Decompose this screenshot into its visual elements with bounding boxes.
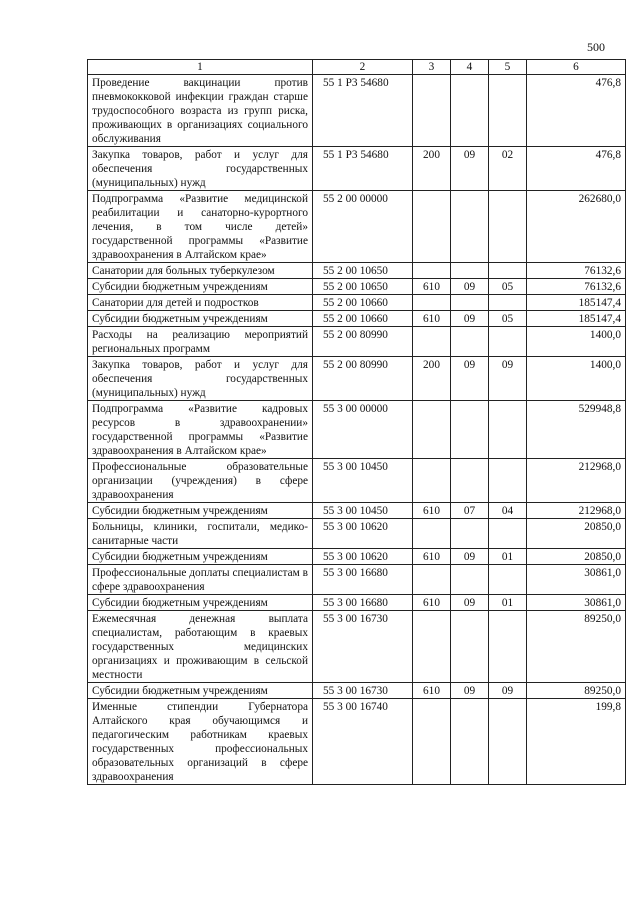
row-col3-cell bbox=[413, 263, 451, 279]
row-amount-cell: 199,8 bbox=[527, 699, 626, 785]
row-code-cell: 55 2 00 10650 bbox=[313, 263, 413, 279]
row-code-cell: 55 2 00 80990 bbox=[313, 357, 413, 401]
header-cell-3: 3 bbox=[413, 60, 451, 75]
row-col3-cell bbox=[413, 519, 451, 549]
row-col5-cell: 04 bbox=[489, 503, 527, 519]
row-col4-cell: 09 bbox=[451, 311, 489, 327]
table-row bbox=[88, 549, 626, 565]
row-col5-cell: 01 bbox=[489, 549, 527, 565]
row-col5-cell: 09 bbox=[489, 683, 527, 699]
row-col5-cell bbox=[489, 699, 527, 785]
row-name-cell: Субсидии бюджетным учреждениям bbox=[88, 595, 313, 611]
page-number: 500 bbox=[587, 40, 605, 54]
row-col5-cell bbox=[489, 401, 527, 459]
row-amount-cell: 185147,4 bbox=[527, 311, 626, 327]
row-amount-cell: 1400,0 bbox=[527, 327, 626, 357]
header-cell-2: 2 bbox=[313, 60, 413, 75]
row-col3-cell bbox=[413, 401, 451, 459]
row-col5-cell: 09 bbox=[489, 357, 527, 401]
table-row bbox=[88, 503, 626, 519]
row-name-cell: Субсидии бюджетным учреждениям bbox=[88, 549, 313, 565]
table-row bbox=[88, 147, 626, 191]
row-name-cell: Больницы, клиники, госпитали, медико-санитарные части bbox=[88, 519, 313, 549]
row-col4-cell: 09 bbox=[451, 549, 489, 565]
row-amount-cell: 185147,4 bbox=[527, 295, 626, 311]
row-col5-cell: 05 bbox=[489, 311, 527, 327]
row-name-cell: Закупка товаров, работ и услуг для обеспечения государственных (муниципальных) нужд bbox=[88, 357, 313, 401]
row-col4-cell bbox=[451, 459, 489, 503]
row-col4-cell: 07 bbox=[451, 503, 489, 519]
row-name-cell: Ежемесячная денежная выплата специалистам, работающим в краевых государственных медицинских организациях и проживающим в сельской местности bbox=[88, 611, 313, 683]
row-name-cell: Расходы на реализацию мероприятий региональных программ bbox=[88, 327, 313, 357]
row-code-cell: 55 1 P3 54680 bbox=[313, 75, 413, 147]
table-row bbox=[88, 519, 626, 549]
row-col3-cell: 610 bbox=[413, 311, 451, 327]
row-col4-cell: 09 bbox=[451, 357, 489, 401]
row-code-cell: 55 3 00 16680 bbox=[313, 565, 413, 595]
row-col4-cell: 09 bbox=[451, 683, 489, 699]
row-name-cell: Именные стипендии Губернатора Алтайского края обучающимся и педагогическим работникам краевых государственных профессиональных образовательных организаций в сфере здравоохранения bbox=[88, 699, 313, 785]
row-col3-cell bbox=[413, 459, 451, 503]
row-col5-cell bbox=[489, 565, 527, 595]
budget-table bbox=[87, 59, 626, 785]
row-col4-cell bbox=[451, 75, 489, 147]
row-col3-cell: 200 bbox=[413, 357, 451, 401]
table-row bbox=[88, 295, 626, 311]
row-col3-cell: 200 bbox=[413, 147, 451, 191]
header-cell-5: 5 bbox=[489, 60, 527, 75]
row-code-cell: 55 3 00 10620 bbox=[313, 549, 413, 565]
table-row bbox=[88, 595, 626, 611]
row-amount-cell: 476,8 bbox=[527, 147, 626, 191]
row-name-cell: Проведение вакцинации против пневмококковой инфекции граждан старше трудоспособного возраста из групп риска, проживающих в организациях социального обслуживания bbox=[88, 75, 313, 147]
row-amount-cell: 89250,0 bbox=[527, 683, 626, 699]
row-amount-cell: 76132,6 bbox=[527, 279, 626, 295]
row-name-cell: Субсидии бюджетным учреждениям bbox=[88, 683, 313, 699]
row-col3-cell: 610 bbox=[413, 503, 451, 519]
row-col5-cell: 05 bbox=[489, 279, 527, 295]
row-col3-cell bbox=[413, 295, 451, 311]
table-row bbox=[88, 357, 626, 401]
row-col4-cell bbox=[451, 401, 489, 459]
row-name-cell: Санатории для больных туберкулезом bbox=[88, 263, 313, 279]
row-col4-cell bbox=[451, 327, 489, 357]
row-col4-cell: 09 bbox=[451, 147, 489, 191]
row-code-cell: 55 2 00 10660 bbox=[313, 311, 413, 327]
table-row bbox=[88, 611, 626, 683]
row-col3-cell bbox=[413, 699, 451, 785]
row-code-cell: 55 2 00 00000 bbox=[313, 191, 413, 263]
row-col3-cell: 610 bbox=[413, 549, 451, 565]
row-name-cell: Закупка товаров, работ и услуг для обеспечения государственных (муниципальных) нужд bbox=[88, 147, 313, 191]
row-col3-cell: 610 bbox=[413, 595, 451, 611]
row-col5-cell bbox=[489, 263, 527, 279]
row-code-cell: 55 3 00 16740 bbox=[313, 699, 413, 785]
row-code-cell: 55 2 00 80990 bbox=[313, 327, 413, 357]
row-name-cell: Профессиональные образовательные организации (учреждения) в сфере здравоохранения bbox=[88, 459, 313, 503]
table-row bbox=[88, 279, 626, 295]
row-amount-cell: 1400,0 bbox=[527, 357, 626, 401]
row-amount-cell: 30861,0 bbox=[527, 595, 626, 611]
row-code-cell: 55 1 P3 54680 bbox=[313, 147, 413, 191]
row-code-cell: 55 3 00 16730 bbox=[313, 611, 413, 683]
row-code-cell: 55 3 00 16680 bbox=[313, 595, 413, 611]
row-code-cell: 55 3 00 16730 bbox=[313, 683, 413, 699]
row-col4-cell bbox=[451, 565, 489, 595]
row-col4-cell bbox=[451, 191, 489, 263]
row-amount-cell: 20850,0 bbox=[527, 549, 626, 565]
table-row bbox=[88, 565, 626, 595]
table-row bbox=[88, 191, 626, 263]
table-row bbox=[88, 699, 626, 785]
row-name-cell: Подпрограмма «Развитие кадровых ресурсов в здравоохранении» государственной программы «Развитие здравоохранения в Алтайском крае» bbox=[88, 401, 313, 459]
row-amount-cell: 89250,0 bbox=[527, 611, 626, 683]
row-col5-cell bbox=[489, 327, 527, 357]
row-col5-cell: 02 bbox=[489, 147, 527, 191]
row-name-cell: Профессиональные доплаты специалистам в сфере здравоохранения bbox=[88, 565, 313, 595]
row-amount-cell: 212968,0 bbox=[527, 459, 626, 503]
header-row bbox=[88, 60, 626, 75]
row-code-cell: 55 3 00 10450 bbox=[313, 459, 413, 503]
row-col4-cell bbox=[451, 699, 489, 785]
row-name-cell: Санатории для детей и подростков bbox=[88, 295, 313, 311]
row-amount-cell: 529948,8 bbox=[527, 401, 626, 459]
header-cell-1: 1 bbox=[88, 60, 313, 75]
row-amount-cell: 476,8 bbox=[527, 75, 626, 147]
row-col4-cell bbox=[451, 611, 489, 683]
row-col4-cell: 09 bbox=[451, 279, 489, 295]
row-amount-cell: 30861,0 bbox=[527, 565, 626, 595]
row-amount-cell: 20850,0 bbox=[527, 519, 626, 549]
row-col5-cell bbox=[489, 611, 527, 683]
row-col3-cell bbox=[413, 191, 451, 263]
row-col4-cell bbox=[451, 295, 489, 311]
row-col4-cell bbox=[451, 519, 489, 549]
table-row bbox=[88, 683, 626, 699]
row-amount-cell: 212968,0 bbox=[527, 503, 626, 519]
row-col4-cell: 09 bbox=[451, 595, 489, 611]
row-code-cell: 55 3 00 10620 bbox=[313, 519, 413, 549]
row-col3-cell bbox=[413, 565, 451, 595]
row-col5-cell bbox=[489, 191, 527, 263]
table-row bbox=[88, 263, 626, 279]
row-name-cell: Субсидии бюджетным учреждениям bbox=[88, 503, 313, 519]
row-col5-cell bbox=[489, 295, 527, 311]
row-col4-cell bbox=[451, 263, 489, 279]
row-name-cell: Субсидии бюджетным учреждениям bbox=[88, 279, 313, 295]
row-name-cell: Субсидии бюджетным учреждениям bbox=[88, 311, 313, 327]
table-row bbox=[88, 75, 626, 147]
row-col5-cell bbox=[489, 75, 527, 147]
row-col3-cell bbox=[413, 327, 451, 357]
row-col3-cell: 610 bbox=[413, 279, 451, 295]
row-col5-cell bbox=[489, 519, 527, 549]
table-row bbox=[88, 401, 626, 459]
header-cell-6: 6 bbox=[527, 60, 626, 75]
row-col3-cell: 610 bbox=[413, 683, 451, 699]
row-amount-cell: 76132,6 bbox=[527, 263, 626, 279]
row-col5-cell: 01 bbox=[489, 595, 527, 611]
row-name-cell: Подпрограмма «Развитие медицинской реабилитации и санаторно-курортного лечения, в том числе детей» государственной программы «Развитие здравоохранения в Алтайском крае» bbox=[88, 191, 313, 263]
row-code-cell: 55 2 00 10650 bbox=[313, 279, 413, 295]
table-row bbox=[88, 459, 626, 503]
row-code-cell: 55 3 00 00000 bbox=[313, 401, 413, 459]
row-col5-cell bbox=[489, 459, 527, 503]
row-col3-cell bbox=[413, 75, 451, 147]
row-code-cell: 55 2 00 10660 bbox=[313, 295, 413, 311]
table-row bbox=[88, 311, 626, 327]
row-code-cell: 55 3 00 10450 bbox=[313, 503, 413, 519]
header-cell-4: 4 bbox=[451, 60, 489, 75]
row-col3-cell bbox=[413, 611, 451, 683]
table-row bbox=[88, 327, 626, 357]
row-amount-cell: 262680,0 bbox=[527, 191, 626, 263]
